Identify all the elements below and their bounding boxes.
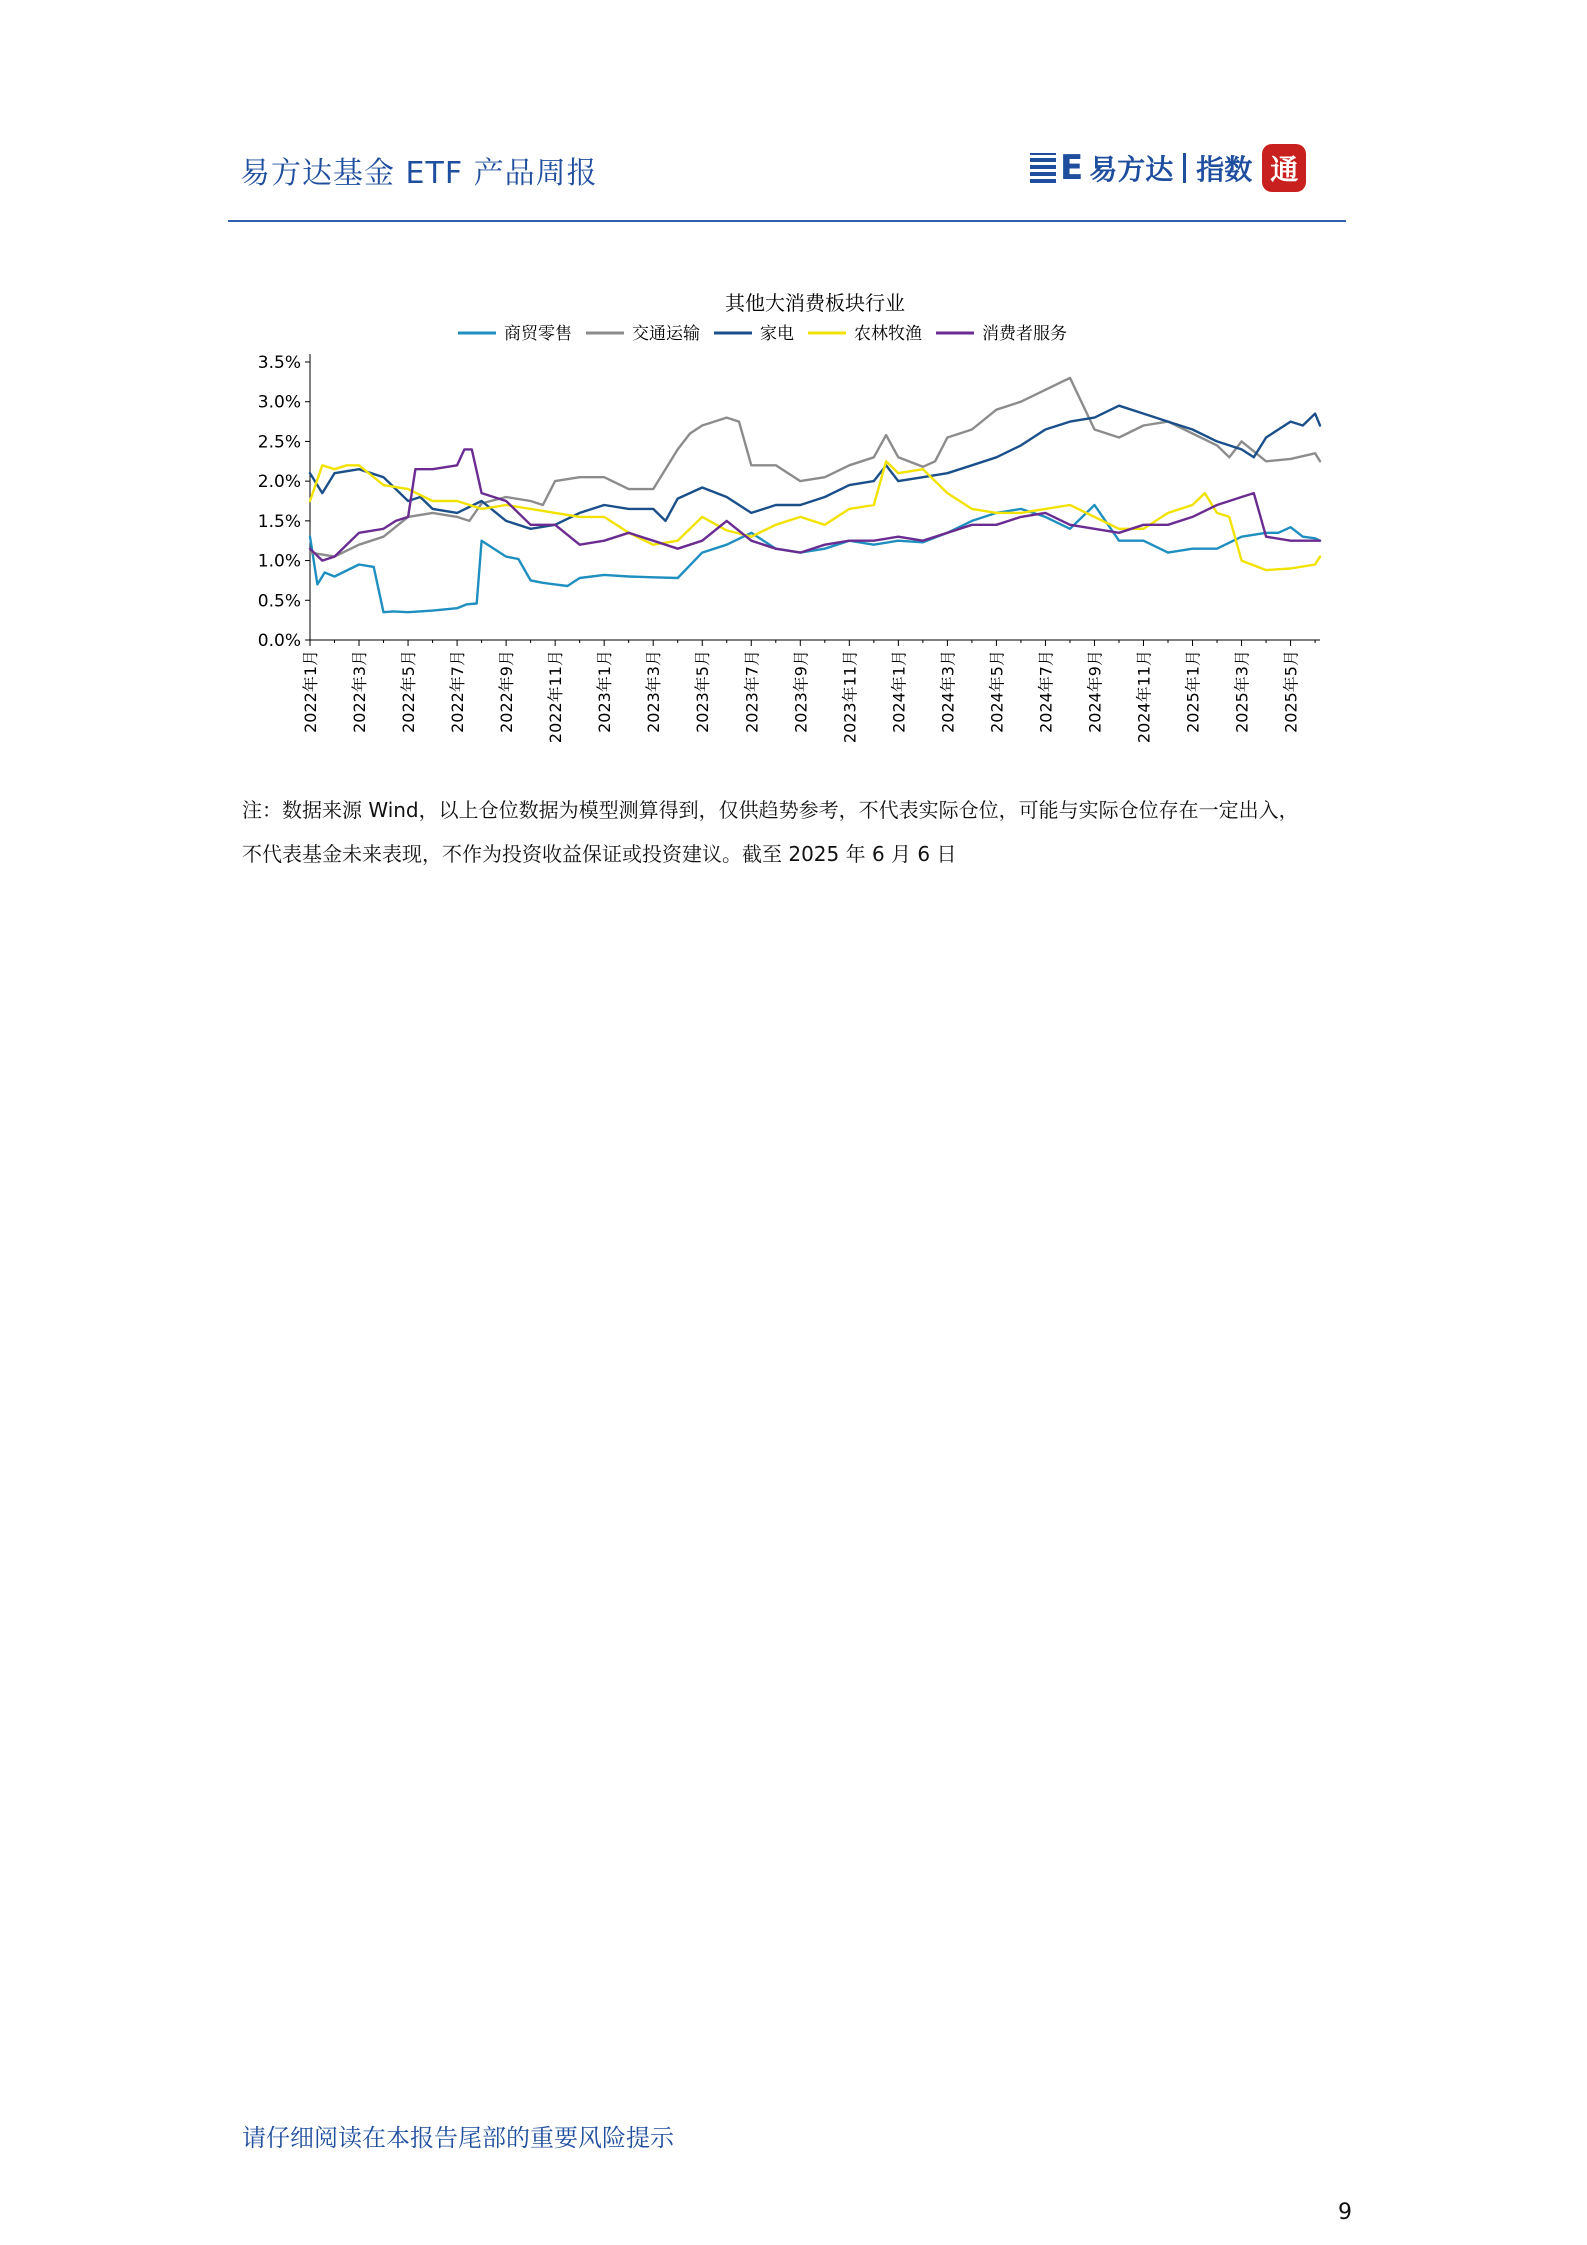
legend-label-2: 家电	[760, 324, 794, 344]
x-tick-label-14: 2024年5月	[987, 650, 1007, 733]
series-line-4	[310, 449, 1320, 560]
x-tick-label-1: 2022年3月	[350, 650, 370, 733]
x-tick-label-15: 2024年7月	[1036, 650, 1056, 733]
legend-label-3: 农林牧渔	[854, 324, 922, 344]
y-tick-label-4: 2.0%	[257, 472, 301, 493]
x-tick-label-19: 2025年3月	[1232, 650, 1252, 733]
y-tick-label-3: 1.5%	[257, 511, 301, 532]
y-tick-label-2: 1.0%	[257, 551, 301, 572]
x-tick-label-5: 2022年11月	[546, 650, 566, 744]
risk-warning-footer: 请仔细阅读在本报告尾部的重要风险提示	[242, 2124, 674, 2152]
report-title: 易方达基金 ETF 产品周报	[240, 156, 598, 191]
x-tick-label-7: 2023年3月	[644, 650, 664, 733]
y-tick-label-1: 0.5%	[257, 591, 301, 612]
x-tick-label-11: 2023年11月	[840, 650, 860, 744]
x-tick-label-10: 2023年9月	[791, 650, 811, 733]
y-tick-label-6: 3.0%	[257, 392, 301, 413]
brand-logo	[1030, 138, 1350, 198]
x-tick-label-4: 2022年9月	[497, 650, 517, 733]
page-number: 9	[1338, 2200, 1352, 2225]
x-tick-label-6: 2023年1月	[595, 650, 615, 733]
x-tick-label-9: 2023年7月	[742, 650, 762, 733]
x-tick-label-13: 2024年3月	[938, 650, 958, 733]
y-tick-label-7: 3.5%	[257, 353, 301, 373]
logo-company-name: 易方达	[1089, 153, 1174, 186]
legend-label-1: 交通运输	[632, 324, 700, 344]
x-tick-label-16: 2024年9月	[1085, 650, 1105, 733]
note-line-2: 不代表基金未来表现，不作为投资收益保证或投资建议。截至 2025 年 6 月 6 日	[242, 842, 957, 866]
x-tick-label-20: 2025年5月	[1281, 650, 1301, 733]
data-source-note	[242, 788, 1362, 876]
y-tick-label-5: 2.5%	[257, 432, 301, 453]
header-divider	[228, 220, 1346, 222]
logo-index-text: 指数	[1196, 153, 1253, 186]
logo-seal-icon: 通	[1262, 144, 1306, 192]
note-line-1: 注：数据来源 Wind，以上仓位数据为模型测算得到，仅供趋势参考，不代表实际仓位，可能与实际仓位存在一定出入，	[242, 798, 1299, 822]
x-tick-label-8: 2023年5月	[693, 650, 713, 733]
logo-divider	[1183, 153, 1186, 183]
x-tick-label-3: 2022年7月	[448, 650, 468, 733]
chart-container	[240, 282, 1360, 762]
x-tick-label-2: 2022年5月	[399, 650, 419, 733]
x-tick-label-17: 2024年11月	[1134, 650, 1154, 744]
x-tick-label-18: 2025年1月	[1183, 650, 1203, 733]
series-line-1	[310, 378, 1320, 557]
legend-label-0: 商贸零售	[504, 324, 572, 344]
logo-stripes-icon	[1030, 153, 1056, 183]
legend-label-4: 消费者服务	[982, 324, 1067, 344]
line-chart	[240, 282, 1360, 762]
y-tick-label-0: 0.0%	[257, 631, 301, 651]
series-line-2	[310, 406, 1320, 529]
x-tick-label-0: 2022年1月	[301, 650, 320, 733]
chart-title: 其他大消费板块行业	[725, 291, 905, 315]
logo-letter: E	[1060, 148, 1084, 188]
x-tick-label-12: 2024年1月	[889, 650, 909, 733]
